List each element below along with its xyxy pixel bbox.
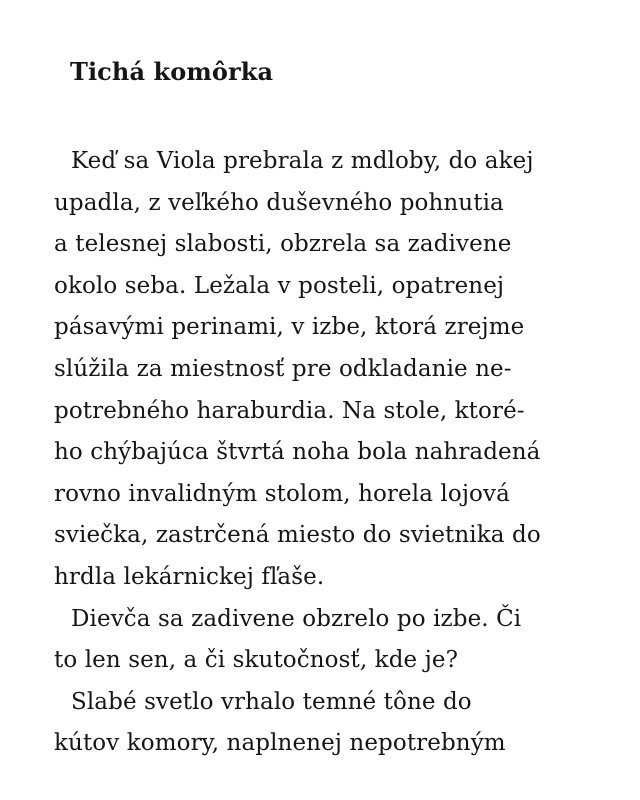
paragraph-1-line-6: slúžila za miestnosť pre odkladanie ne- [54,355,512,382]
paragraph-1-line-5: pásavými perinami, v izbe, ktorá zrejme [54,314,525,341]
paragraph-1-line-2: upadla, z veľkého duševného pohnutia [54,189,504,216]
paragraph-1-line-9: rovno invalidným stolom, horela lojová [54,480,510,507]
paragraph-3-line-1: Slabé svetlo vrhalo temné tône do [71,688,472,715]
paragraph-1-line-3: a telesnej slabosti, obzrela sa zadivene [54,231,512,258]
paragraph-2-line-2: to len sen, a či skutočnosť, kde je? [54,647,459,674]
paragraph-2-line-1: Dievča sa zadivene obzrelo po izbe. Či [71,605,522,632]
paragraph-3-line-2: kútov komory, naplnenej nepotrebným [54,730,506,757]
paragraph-1-line-11: hrdla lekárnickej fľaše. [54,563,325,590]
paragraph-1-line-1: Keď sa Viola prebrala z mdloby, do akej [71,148,534,174]
body-text [54,141,614,765]
paragraph-1-line-10: sviečka, zastrčená miesto do svietnika do [54,522,541,549]
chapter-title: Tichá komôrka [70,57,274,86]
paragraph-1-line-8: ho chýbajúca štvrtá noha bola nahradená [54,439,541,466]
paragraph-1-line-7: potrebného haraburdia. Na stole, ktoré- [54,397,525,424]
paragraph-1-line-4: okolo seba. Ležala v posteli, opatrenej [54,272,505,299]
